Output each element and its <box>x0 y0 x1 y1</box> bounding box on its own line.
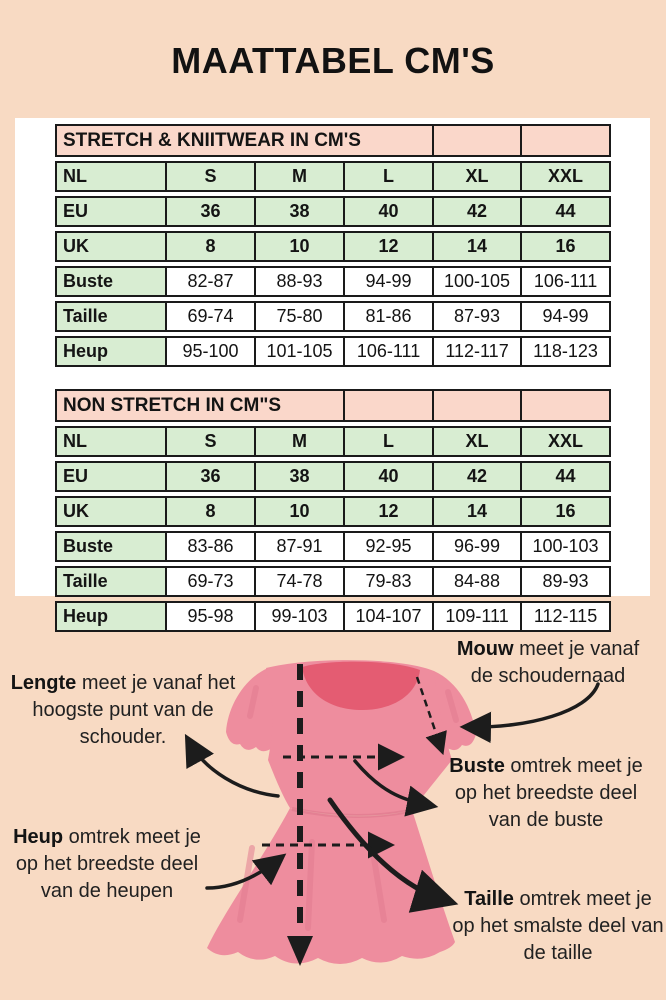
value-cell: 14 <box>434 231 522 262</box>
table-row <box>55 161 611 192</box>
stretch-knitwear-table <box>55 120 611 371</box>
table-title-cell: STRETCH & KNIITWEAR IN CM'S <box>55 124 434 157</box>
value-cell: 101-105 <box>256 336 345 367</box>
value-cell: 94-99 <box>522 301 611 332</box>
value-cell: 12 <box>345 496 434 527</box>
value-cell: 10 <box>256 231 345 262</box>
annotation-taille <box>452 886 664 967</box>
value-cell: 44 <box>522 196 611 227</box>
value-cell: 88-93 <box>256 266 345 297</box>
row-label-cell: Heup <box>55 601 167 632</box>
value-cell: 38 <box>256 196 345 227</box>
table-empty-header-cell <box>434 389 522 422</box>
annotation-heup-term: Heup <box>13 826 64 848</box>
value-cell: 100-105 <box>434 266 522 297</box>
annotation-mouw <box>448 636 648 690</box>
table-empty-header-cell <box>522 389 611 422</box>
value-cell: M <box>256 426 345 457</box>
value-cell: 112-117 <box>434 336 522 367</box>
value-cell: 14 <box>434 496 522 527</box>
value-cell: 10 <box>256 496 345 527</box>
annotation-taille-term: Taille <box>464 888 514 910</box>
value-cell: 8 <box>167 231 256 262</box>
value-cell: S <box>167 161 256 192</box>
value-cell: 87-91 <box>256 531 345 562</box>
value-cell: 83-86 <box>167 531 256 562</box>
value-cell: 36 <box>167 196 256 227</box>
value-cell: 99-103 <box>256 601 345 632</box>
value-cell: 94-99 <box>345 266 434 297</box>
value-cell: 112-115 <box>522 601 611 632</box>
table-row <box>55 566 611 597</box>
value-cell: 109-111 <box>434 601 522 632</box>
value-cell: 69-73 <box>167 566 256 597</box>
table-row <box>55 196 611 227</box>
value-cell: 89-93 <box>522 566 611 597</box>
value-cell: 36 <box>167 461 256 492</box>
value-cell: 16 <box>522 496 611 527</box>
annotation-taille-text: omtrek meet je op het smalste deel van de taille <box>452 888 664 964</box>
table-title-cell: NON STRETCH IN CM"S <box>55 389 345 422</box>
annotation-lengte <box>4 670 242 751</box>
row-label-cell: EU <box>55 461 167 492</box>
value-cell: M <box>256 161 345 192</box>
table-row <box>55 496 611 527</box>
row-label-cell: NL <box>55 161 167 192</box>
value-cell: 12 <box>345 231 434 262</box>
row-label-cell: UK <box>55 496 167 527</box>
value-cell: 79-83 <box>345 566 434 597</box>
annotation-lengte-term: Lengte <box>10 672 77 694</box>
table-empty-header-cell <box>522 124 611 157</box>
annotation-buste-text: omtrek meet je op het breedste deel van de buste <box>454 755 643 831</box>
value-cell: 40 <box>345 196 434 227</box>
value-cell: XXL <box>522 426 611 457</box>
value-cell: 16 <box>522 231 611 262</box>
table-title-row <box>55 124 611 157</box>
mouw-pointer-arrow <box>470 684 598 727</box>
table-row <box>55 461 611 492</box>
row-label-cell: Buste <box>55 266 167 297</box>
table-empty-header-cell <box>434 124 522 157</box>
row-label-cell: Taille <box>55 301 167 332</box>
value-cell: 38 <box>256 461 345 492</box>
page-title: MAATTABEL CM'S <box>171 40 495 81</box>
value-cell: 42 <box>434 461 522 492</box>
value-cell: L <box>345 161 434 192</box>
table-row <box>55 231 611 262</box>
value-cell: 118-123 <box>522 336 611 367</box>
annotation-buste <box>440 753 652 834</box>
table-row <box>55 336 611 367</box>
row-label-cell: Heup <box>55 336 167 367</box>
tables-sheet <box>15 118 650 626</box>
table-row <box>55 531 611 562</box>
row-label-cell: Taille <box>55 566 167 597</box>
annotation-heup <box>8 824 206 905</box>
value-cell: 40 <box>345 461 434 492</box>
value-cell: XXL <box>522 161 611 192</box>
annotation-heup-text: omtrek meet je op het breedste deel van de heupen <box>15 826 201 902</box>
annotation-mouw-term: Mouw <box>456 638 514 660</box>
value-cell: 106-111 <box>522 266 611 297</box>
value-cell: 42 <box>434 196 522 227</box>
value-cell: 106-111 <box>345 336 434 367</box>
value-cell: 69-74 <box>167 301 256 332</box>
value-cell: 8 <box>167 496 256 527</box>
table-row <box>55 266 611 297</box>
value-cell: L <box>345 426 434 457</box>
measurement-diagram <box>0 600 666 1000</box>
value-cell: S <box>167 426 256 457</box>
value-cell: 104-107 <box>345 601 434 632</box>
value-cell: 82-87 <box>167 266 256 297</box>
annotation-lengte-text: meet je vanaf het hoogste punt van de schouder. <box>32 672 236 748</box>
value-cell: XL <box>434 426 522 457</box>
value-cell: 44 <box>522 461 611 492</box>
annotation-mouw-text: meet je vanaf de schoudernaad <box>470 638 640 687</box>
row-label-cell: UK <box>55 231 167 262</box>
annotation-buste-term: Buste <box>449 755 505 777</box>
row-label-cell: NL <box>55 426 167 457</box>
value-cell: 84-88 <box>434 566 522 597</box>
table-row <box>55 426 611 457</box>
value-cell: 81-86 <box>345 301 434 332</box>
table-title-row <box>55 389 611 422</box>
value-cell: 75-80 <box>256 301 345 332</box>
value-cell: 95-98 <box>167 601 256 632</box>
value-cell: 96-99 <box>434 531 522 562</box>
row-label-cell: Buste <box>55 531 167 562</box>
value-cell: 87-93 <box>434 301 522 332</box>
table-empty-header-cell <box>345 389 434 422</box>
value-cell: 92-95 <box>345 531 434 562</box>
table-row <box>55 301 611 332</box>
row-label-cell: EU <box>55 196 167 227</box>
value-cell: 95-100 <box>167 336 256 367</box>
non-stretch-table <box>55 385 611 636</box>
value-cell: XL <box>434 161 522 192</box>
value-cell: 74-78 <box>256 566 345 597</box>
value-cell: 100-103 <box>522 531 611 562</box>
